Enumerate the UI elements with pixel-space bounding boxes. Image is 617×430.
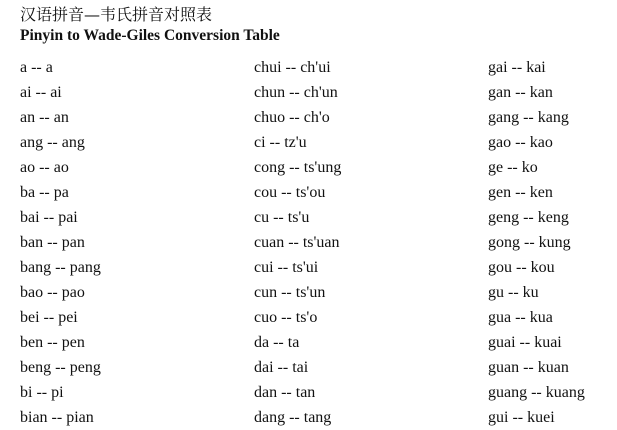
conversion-entry: cun -- ts'un bbox=[254, 284, 326, 301]
conversion-entry: bian -- pian bbox=[20, 409, 94, 426]
conversion-entry: dai -- tai bbox=[254, 359, 309, 376]
conversion-entry: gua -- kua bbox=[488, 309, 553, 326]
conversion-entry: ci -- tz'u bbox=[254, 134, 307, 151]
conversion-entry: dang -- tang bbox=[254, 409, 332, 426]
conversion-entry: gai -- kai bbox=[488, 59, 546, 76]
conversion-entry: gui -- kuei bbox=[488, 409, 555, 426]
conversion-entry: gang -- kang bbox=[488, 109, 569, 126]
conversion-entry: guan -- kuan bbox=[488, 359, 569, 376]
conversion-entry: guai -- kuai bbox=[488, 334, 562, 351]
conversion-entry: bao -- pao bbox=[20, 284, 85, 301]
conversion-column-1 bbox=[20, 55, 101, 430]
conversion-entry: gou -- kou bbox=[488, 259, 555, 276]
conversion-entry: ba -- pa bbox=[20, 184, 69, 201]
conversion-entry: guang -- kuang bbox=[488, 384, 585, 401]
conversion-entry: cou -- ts'ou bbox=[254, 184, 326, 201]
conversion-entry: gan -- kan bbox=[488, 84, 553, 101]
conversion-entry: bei -- pei bbox=[20, 309, 78, 326]
conversion-entry: bang -- pang bbox=[20, 259, 101, 276]
conversion-entry: gu -- ku bbox=[488, 284, 539, 301]
conversion-entry: cuo -- ts'o bbox=[254, 309, 318, 326]
conversion-entry: dan -- tan bbox=[254, 384, 316, 401]
conversion-entry: ai -- ai bbox=[20, 84, 62, 101]
conversion-entry: cuan -- ts'uan bbox=[254, 234, 340, 251]
conversion-entry: gao -- kao bbox=[488, 134, 553, 151]
conversion-entry: chun -- ch'un bbox=[254, 84, 338, 101]
conversion-entry: ang -- ang bbox=[20, 134, 85, 151]
conversion-entry: da -- ta bbox=[254, 334, 300, 351]
conversion-entry: ao -- ao bbox=[20, 159, 69, 176]
conversion-entry: geng -- keng bbox=[488, 209, 569, 226]
conversion-entry: ge -- ko bbox=[488, 159, 538, 176]
conversion-entry: a -- a bbox=[20, 59, 53, 76]
conversion-entry: ben -- pen bbox=[20, 334, 85, 351]
page-title-chinese: 汉语拼音—韦氏拼音对照表 bbox=[20, 5, 213, 24]
conversion-entry: gen -- ken bbox=[488, 184, 553, 201]
conversion-entry: chui -- ch'ui bbox=[254, 59, 331, 76]
conversion-entry: cong -- ts'ung bbox=[254, 159, 342, 176]
conversion-entry: bai -- pai bbox=[20, 209, 78, 226]
conversion-entry: ban -- pan bbox=[20, 234, 85, 251]
conversion-entry: cu -- ts'u bbox=[254, 209, 310, 226]
conversion-column-3 bbox=[488, 55, 585, 430]
conversion-entry: bi -- pi bbox=[20, 384, 64, 401]
conversion-entry: cui -- ts'ui bbox=[254, 259, 319, 276]
page-title-english: Pinyin to Wade-Giles Conversion Table bbox=[20, 27, 280, 44]
conversion-column-2 bbox=[254, 55, 341, 430]
conversion-entry: an -- an bbox=[20, 109, 69, 126]
conversion-entry: chuo -- ch'o bbox=[254, 109, 330, 126]
conversion-entry: gong -- kung bbox=[488, 234, 571, 251]
conversion-entry: beng -- peng bbox=[20, 359, 101, 376]
